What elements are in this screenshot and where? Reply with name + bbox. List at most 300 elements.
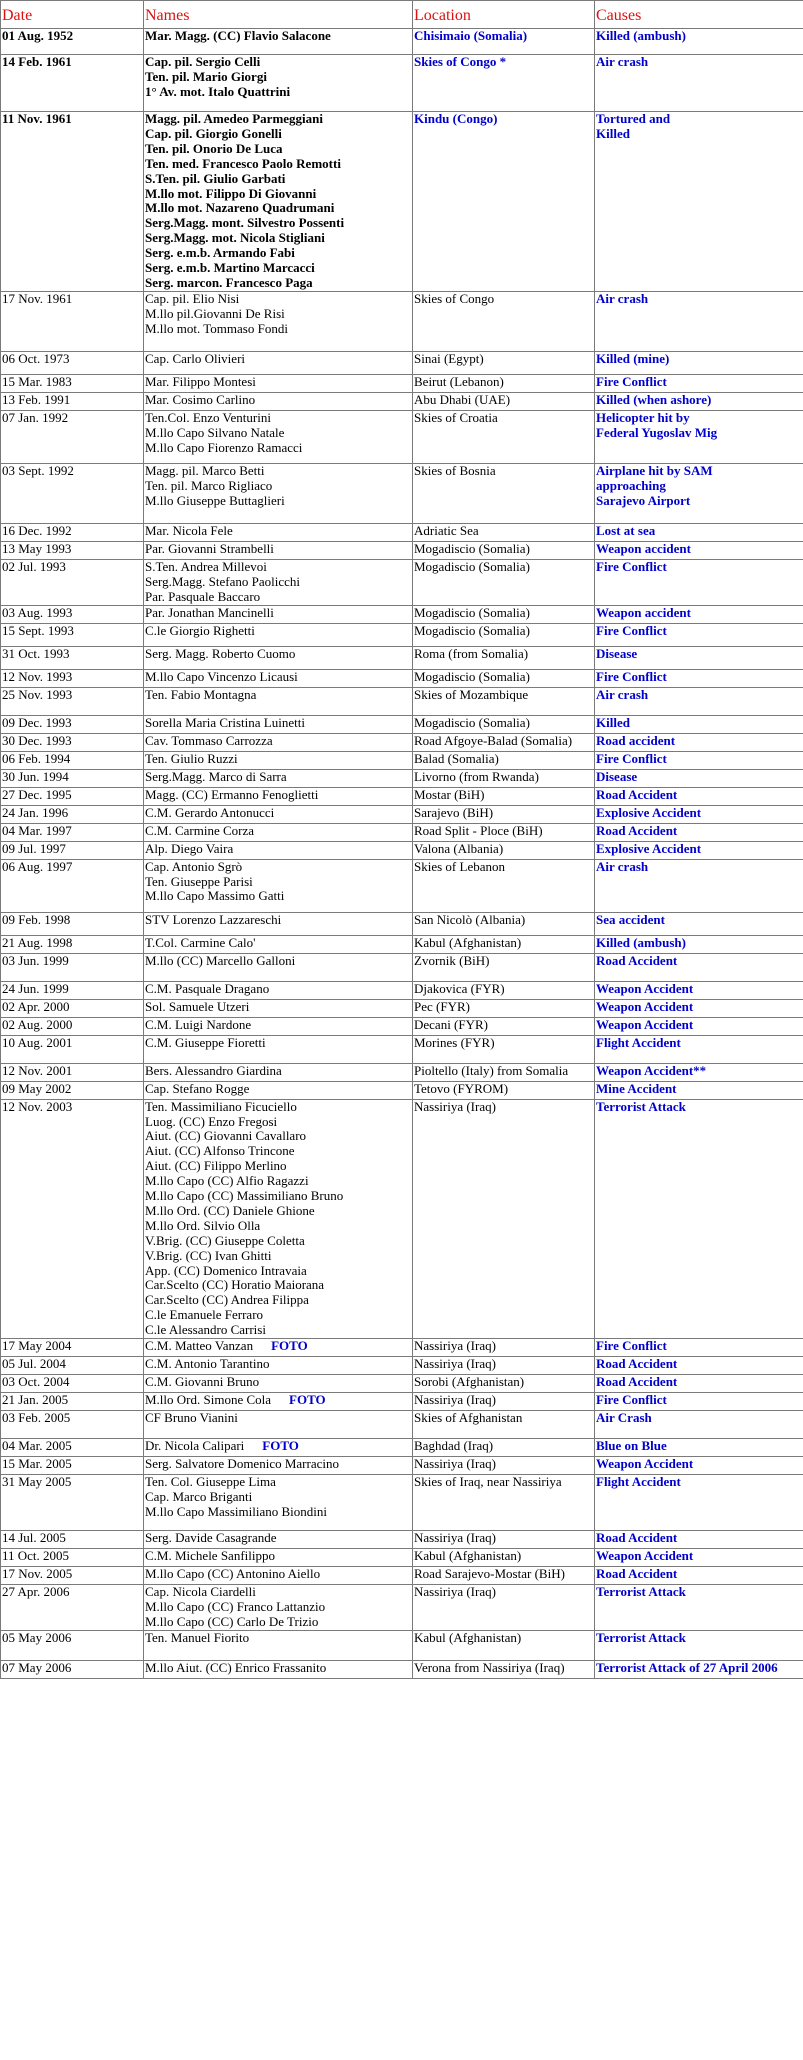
cause-text: Blue on Blue (596, 1438, 667, 1454)
cause-cell (595, 1099, 803, 1339)
name-entry: M.llo Ord. (CC) Daniele Ghione (145, 1202, 315, 1218)
date-cell: 21 Aug. 1998 (1, 935, 144, 953)
cause-cell (595, 523, 803, 541)
name-entry: Cap. Marco Briganti (145, 1489, 253, 1504)
names-cell (144, 1375, 413, 1393)
name-entry: M.llo Giuseppe Buttaglieri (145, 492, 285, 508)
name-entry: Luog. (CC) Enzo Fregosi (145, 1113, 278, 1129)
date-cell: 09 Jul. 1997 (1, 841, 144, 859)
table-body (1, 29, 803, 1679)
cause-text: Terrorist Attack (596, 1630, 686, 1645)
names-cell (144, 29, 413, 55)
cause-text: Disease (596, 646, 638, 661)
date-cell: 12 Nov. 1993 (1, 669, 144, 687)
location-cell: Kabul (Afghanistan) (413, 935, 595, 953)
location-cell: Mogadiscio (Somalia) (413, 669, 595, 687)
date-cell: 09 Dec. 1993 (1, 715, 144, 733)
name-entry: Ten. Giulio Ruzzi (145, 751, 238, 766)
table-row (1, 410, 803, 463)
cause-text: Flight Accident (596, 1474, 681, 1490)
location-cell: Nassiriya (Iraq) (413, 1099, 595, 1339)
names-cell (144, 1630, 413, 1660)
cause-text: Fire Conflict (596, 1392, 667, 1408)
cause-text: Fire Conflict (596, 669, 667, 684)
location-cell: Road Afgoye-Balad (Somalia) (413, 733, 595, 751)
name-entry: M.llo mot. Filippo Di Giovanni (145, 185, 317, 201)
location-cell: Nassiriya (Iraq) (413, 1393, 595, 1411)
names-cell (144, 859, 413, 912)
name-entry: Sorella Maria Cristina Luinetti (145, 715, 305, 730)
cause-text: Terrorist Attack of 27 April 2006 (596, 1660, 778, 1675)
date-cell: 02 Jul. 1993 (1, 559, 144, 605)
cause-cell (595, 351, 803, 374)
table-row (1, 1357, 803, 1375)
location-cell: Tetovo (FYROM) (413, 1081, 595, 1099)
names-cell (144, 1475, 413, 1531)
cause-cell (595, 912, 803, 935)
names-cell (144, 912, 413, 935)
names-cell (144, 841, 413, 859)
cause-cell (595, 1630, 803, 1660)
date-cell: 17 May 2004 (1, 1339, 144, 1357)
location-cell: Kindu (Congo) (413, 112, 595, 292)
cause-text: Federal Yugoslav Mig (596, 424, 718, 440)
name-entry: Ten. Fabio Montagna (145, 687, 257, 702)
location-cell: Nassiriya (Iraq) (413, 1585, 595, 1631)
cause-text: Weapon Accident (596, 1017, 694, 1032)
table-row (1, 1585, 803, 1631)
date-cell: 30 Dec. 1993 (1, 733, 144, 751)
table-row (1, 1099, 803, 1339)
name-entry: Serg. e.m.b. Martino Marcacci (145, 260, 315, 276)
cause-text: Air crash (596, 687, 649, 702)
date-cell: 16 Dec. 1992 (1, 523, 144, 541)
location-cell: Abu Dhabi (UAE) (413, 392, 595, 410)
location-cell: Verona from Nassiriya (Iraq) (413, 1660, 595, 1678)
name-entry (145, 1393, 412, 1408)
name-entry: Serg. marcon. Francesco Paga (145, 274, 313, 290)
location-cell: Djakovica (FYR) (413, 981, 595, 999)
cause-cell (595, 1411, 803, 1439)
table-row (1, 769, 803, 787)
cause-text: Disease (596, 769, 638, 784)
name-entry: CF Bruno Vianini (145, 1410, 238, 1426)
names-cell (144, 1339, 413, 1357)
name-text: Dr. Nicola Calipari (145, 1438, 245, 1454)
name-entry: Serg. Salvatore Domenico Marracino (145, 1456, 339, 1472)
name-entry: Cap. pil. Elio Nisi (145, 291, 240, 306)
names-cell (144, 787, 413, 805)
table-row (1, 1393, 803, 1411)
names-cell (144, 1081, 413, 1099)
table-row (1, 1375, 803, 1393)
name-entry: Cap. pil. Sergio Celli (145, 54, 261, 69)
date-cell: 15 Sept. 1993 (1, 623, 144, 646)
name-entry: S.Ten. Andrea Millevoi (145, 559, 267, 574)
cause-text: Road Accident (596, 787, 678, 802)
date-cell: 05 Jul. 2004 (1, 1357, 144, 1375)
name-entry (145, 1339, 412, 1354)
cause-cell (595, 715, 803, 733)
cause-cell (595, 669, 803, 687)
table-row (1, 605, 803, 623)
location-cell: Mogadiscio (Somalia) (413, 541, 595, 559)
table-row (1, 291, 803, 351)
cause-text: Weapon accident (596, 605, 691, 620)
name-entry: C.le Giorgio Righetti (145, 623, 255, 638)
date-cell: 14 Feb. 1961 (1, 55, 144, 112)
name-entry: Mar. Magg. (CC) Flavio Salacone (145, 28, 331, 43)
cause-cell (595, 1475, 803, 1531)
location-cell: Mogadiscio (Somalia) (413, 715, 595, 733)
location-cell: Skies of Bosnia (413, 463, 595, 523)
date-cell: 03 Jun. 1999 (1, 953, 144, 981)
name-entry: T.Col. Carmine Calo' (145, 935, 256, 950)
name-text: M.llo Ord. Simone Cola (145, 1392, 272, 1408)
name-entry: 1° Av. mot. Italo Quattrini (145, 83, 291, 99)
cause-cell (595, 823, 803, 841)
name-entry: STV Lorenzo Lazzareschi (145, 912, 282, 927)
date-cell: 03 Oct. 2004 (1, 1375, 144, 1393)
cause-text: Road Accident (596, 1356, 678, 1372)
name-entry: V.Brig. (CC) Ivan Ghitti (145, 1247, 272, 1263)
foto-link[interactable]: FOTO (262, 1438, 299, 1454)
cause-cell (595, 55, 803, 112)
cause-text: Weapon Accident (596, 981, 694, 996)
name-entry: C.M. Pasquale Dragano (145, 981, 270, 996)
column-header-names: Names (144, 1, 413, 29)
location-cell: Roma (from Somalia) (413, 646, 595, 669)
table-row (1, 559, 803, 605)
date-cell: 01 Aug. 1952 (1, 29, 144, 55)
name-entry: M.llo Capo Fiorenzo Ramacci (145, 439, 303, 455)
cause-cell (595, 1357, 803, 1375)
name-entry: M.llo Capo (CC) Carlo De Trizio (145, 1613, 319, 1629)
cause-cell (595, 605, 803, 623)
cause-text: Weapon Accident (596, 1456, 694, 1472)
date-cell: 12 Nov. 2001 (1, 1063, 144, 1081)
location-cell: Nassiriya (Iraq) (413, 1531, 595, 1549)
location-cell: Skies of Iraq, near Nassiriya (413, 1475, 595, 1531)
cause-cell (595, 1375, 803, 1393)
names-cell (144, 1567, 413, 1585)
name-entry: Serg. e.m.b. Armando Fabi (145, 245, 295, 261)
date-cell: 25 Nov. 1993 (1, 687, 144, 715)
names-cell (144, 410, 413, 463)
name-entry: C.le Alessandro Carrisi (145, 1322, 266, 1338)
name-entry: M.llo (CC) Marcello Galloni (145, 953, 296, 968)
names-cell (144, 374, 413, 392)
name-entry: Ten. Giuseppe Parisi (145, 873, 253, 889)
cause-text: Road Accident (596, 1566, 678, 1582)
cause-text: Weapon Accident (596, 999, 694, 1014)
cause-text: Road Accident (596, 953, 678, 968)
cause-cell (595, 999, 803, 1017)
cause-cell (595, 646, 803, 669)
location-cell: Sorobi (Afghanistan) (413, 1375, 595, 1393)
name-entry: Aiut. (CC) Giovanni Cavallaro (145, 1128, 307, 1144)
location-cell: Morines (FYR) (413, 1035, 595, 1063)
location-cell: Mogadiscio (Somalia) (413, 623, 595, 646)
table-row (1, 1439, 803, 1457)
location-cell: Valona (Albania) (413, 841, 595, 859)
table-row (1, 733, 803, 751)
cause-text: Fire Conflict (596, 374, 667, 389)
names-cell (144, 1035, 413, 1063)
location-cell: Sarajevo (BiH) (413, 805, 595, 823)
name-entry: Par. Jonathan Mancinelli (145, 605, 274, 620)
table-row (1, 1339, 803, 1357)
name-entry: Cav. Tommaso Carrozza (145, 733, 273, 748)
cause-text: Mine Accident (596, 1081, 677, 1096)
cause-text: Road Accident (596, 1530, 678, 1546)
date-cell: 31 Oct. 1993 (1, 646, 144, 669)
name-entry: Magg. (CC) Ermanno Fenoglietti (145, 787, 319, 802)
date-cell: 15 Mar. 2005 (1, 1457, 144, 1475)
cause-text: Killed (mine) (596, 351, 670, 366)
names-cell (144, 1393, 413, 1411)
name-entry: Ten. pil. Marco Rigliaco (145, 477, 273, 493)
name-entry: C.le Emanuele Ferraro (145, 1307, 264, 1323)
location-cell: San Nicolò (Albania) (413, 912, 595, 935)
cause-cell (595, 1439, 803, 1457)
name-entry: Ten. Manuel Fiorito (145, 1630, 250, 1645)
cause-cell (595, 733, 803, 751)
cause-cell (595, 859, 803, 912)
table-row (1, 623, 803, 646)
date-cell: 06 Feb. 1994 (1, 751, 144, 769)
date-cell: 02 Apr. 2000 (1, 999, 144, 1017)
name-entry: M.llo Capo (CC) Massimiliano Bruno (145, 1188, 344, 1204)
cause-cell (595, 1585, 803, 1631)
name-entry: Ten. pil. Mario Giorgi (145, 68, 267, 84)
names-cell (144, 605, 413, 623)
table-row (1, 1081, 803, 1099)
name-entry: Cap. pil. Giorgio Gonelli (145, 125, 282, 141)
table-row (1, 1630, 803, 1660)
names-cell (144, 981, 413, 999)
name-entry: S.Ten. pil. Giulio Garbati (145, 170, 286, 186)
name-entry: Cap. Stefano Rogge (145, 1081, 250, 1096)
name-entry: Cap. Antonio Sgrò (145, 859, 243, 874)
table-row (1, 912, 803, 935)
cause-cell (595, 1063, 803, 1081)
name-entry: Car.Scelto (CC) Andrea Filippa (145, 1292, 309, 1308)
names-cell (144, 392, 413, 410)
cause-cell (595, 1660, 803, 1678)
column-header-location: Location (413, 1, 595, 29)
table-row (1, 29, 803, 55)
cause-cell (595, 623, 803, 646)
location-cell: Road Split - Ploce (BiH) (413, 823, 595, 841)
cause-text: approaching (596, 477, 666, 493)
name-entry: Serg. Magg. Roberto Cuomo (145, 646, 296, 661)
cause-text: Fire Conflict (596, 751, 667, 766)
location-cell: Adriatic Sea (413, 523, 595, 541)
table-row (1, 1475, 803, 1531)
table-row (1, 1567, 803, 1585)
names-cell (144, 1549, 413, 1567)
name-entry: Ten. pil. Onorio De Luca (145, 140, 283, 156)
cause-cell (595, 841, 803, 859)
date-cell: 03 Aug. 1993 (1, 605, 144, 623)
foto-link[interactable]: FOTO (289, 1392, 326, 1408)
location-cell: Pec (FYR) (413, 999, 595, 1017)
name-entry: Bers. Alessandro Giardina (145, 1063, 282, 1078)
name-entry: C.M. Michele Sanfilippo (145, 1548, 275, 1564)
table-row (1, 981, 803, 999)
date-cell: 06 Oct. 1973 (1, 351, 144, 374)
cause-text: Air crash (596, 54, 649, 69)
name-entry: M.llo Capo Vincenzo Licausi (145, 669, 298, 684)
name-entry: M.llo mot. Nazareno Quadrumani (145, 200, 335, 216)
date-cell: 27 Dec. 1995 (1, 787, 144, 805)
cause-text: Flight Accident (596, 1035, 681, 1050)
cause-text: Lost at sea (596, 523, 656, 538)
name-text: C.M. Matteo Vanzan (145, 1338, 254, 1354)
names-cell (144, 55, 413, 112)
location-cell: Mogadiscio (Somalia) (413, 559, 595, 605)
table-row (1, 1063, 803, 1081)
names-cell (144, 1357, 413, 1375)
names-cell (144, 733, 413, 751)
names-cell (144, 112, 413, 292)
table-row (1, 523, 803, 541)
name-entry: C.M. Gerardo Antonucci (145, 805, 275, 820)
cause-text: Killed (when ashore) (596, 392, 712, 407)
name-entry: M.llo mot. Tommaso Fondi (145, 320, 288, 336)
cause-cell (595, 291, 803, 351)
date-cell: 11 Oct. 2005 (1, 1549, 144, 1567)
column-header-date: Date (1, 1, 144, 29)
name-entry: Serg.Magg. Stefano Paolicchi (145, 573, 301, 589)
cause-text: Air crash (596, 859, 649, 874)
table-row (1, 112, 803, 292)
location-cell: Beirut (Lebanon) (413, 374, 595, 392)
names-cell (144, 291, 413, 351)
name-entry: Ten. Massimiliano Ficuciello (145, 1099, 297, 1114)
table-row (1, 646, 803, 669)
table-row (1, 715, 803, 733)
cause-cell (595, 1549, 803, 1567)
name-entry: Mar. Cosimo Carlino (145, 392, 256, 407)
table-row (1, 463, 803, 523)
location-cell: Skies of Congo (413, 291, 595, 351)
cause-text: Road Accident (596, 1374, 678, 1390)
name-entry: Magg. pil. Amedeo Parmeggiani (145, 111, 324, 126)
cause-cell (595, 410, 803, 463)
date-cell: 24 Jan. 1996 (1, 805, 144, 823)
location-cell: Decani (FYR) (413, 1017, 595, 1035)
names-cell (144, 999, 413, 1017)
date-cell: 03 Feb. 2005 (1, 1411, 144, 1439)
location-cell: Sinai (Egypt) (413, 351, 595, 374)
date-cell: 13 Feb. 1991 (1, 392, 144, 410)
names-cell (144, 805, 413, 823)
name-entry: Ten. med. Francesco Paolo Remotti (145, 155, 341, 171)
location-cell: Mogadiscio (Somalia) (413, 605, 595, 623)
location-cell: Nassiriya (Iraq) (413, 1339, 595, 1357)
location-cell: Kabul (Afghanistan) (413, 1630, 595, 1660)
location-cell: Zvornik (BiH) (413, 953, 595, 981)
cause-cell (595, 1017, 803, 1035)
location-cell: Skies of Afghanistan (413, 1411, 595, 1439)
cause-text: Road accident (596, 733, 676, 748)
cause-text: Fire Conflict (596, 1338, 667, 1354)
names-cell (144, 953, 413, 981)
date-cell: 17 Nov. 2005 (1, 1567, 144, 1585)
name-entry: Aiut. (CC) Filippo Merlino (145, 1158, 287, 1174)
name-entry: C.M. Luigi Nardone (145, 1017, 252, 1032)
cause-text: Sea accident (596, 912, 665, 927)
name-entry: M.llo Capo Silvano Natale (145, 424, 285, 440)
cause-text: Weapon Accident** (596, 1063, 707, 1078)
name-entry: M.llo pil.Giovanni De Risi (145, 305, 285, 321)
location-cell: Baghdad (Iraq) (413, 1439, 595, 1457)
location-cell: Skies of Croatia (413, 410, 595, 463)
name-entry: Serg.Magg. mot. Nicola Stigliani (145, 230, 325, 246)
names-cell (144, 646, 413, 669)
cause-text: Fire Conflict (596, 623, 667, 638)
table-row (1, 1035, 803, 1063)
date-cell: 04 Mar. 2005 (1, 1439, 144, 1457)
name-entry: M.llo Capo (CC) Antonino Aiello (145, 1566, 321, 1582)
name-entry: Par. Pasquale Baccaro (145, 588, 261, 604)
names-cell (144, 1457, 413, 1475)
names-cell (144, 687, 413, 715)
cause-text: Killed (ambush) (596, 28, 686, 43)
names-cell (144, 1063, 413, 1081)
cause-cell (595, 769, 803, 787)
name-entry: C.M. Giovanni Bruno (145, 1374, 260, 1390)
names-cell (144, 523, 413, 541)
cause-cell (595, 541, 803, 559)
cause-text: Killed (596, 715, 630, 730)
names-cell (144, 1660, 413, 1678)
location-cell: Skies of Mozambique (413, 687, 595, 715)
cause-cell (595, 687, 803, 715)
name-entry: Cap. Carlo Olivieri (145, 351, 246, 366)
table-row (1, 392, 803, 410)
date-cell: 31 May 2005 (1, 1475, 144, 1531)
date-cell: 12 Nov. 2003 (1, 1099, 144, 1339)
name-entry: Serg.Magg. Marco di Sarra (145, 769, 287, 784)
foto-link[interactable]: FOTO (271, 1338, 308, 1354)
table-row (1, 823, 803, 841)
name-entry: Aiut. (CC) Alfonso Trincone (145, 1143, 295, 1159)
name-entry: V.Brig. (CC) Giuseppe Coletta (145, 1232, 305, 1248)
cause-cell (595, 112, 803, 292)
name-entry: C.M. Giuseppe Fioretti (145, 1035, 266, 1050)
table-row (1, 841, 803, 859)
date-cell: 14 Jul. 2005 (1, 1531, 144, 1549)
name-entry: Mar. Filippo Montesi (145, 374, 256, 389)
name-entry: App. (CC) Domenico Intravaia (145, 1262, 307, 1278)
date-cell: 09 Feb. 1998 (1, 912, 144, 935)
name-entry: M.llo Capo (CC) Franco Lattanzio (145, 1599, 326, 1614)
date-cell: 02 Aug. 2000 (1, 1017, 144, 1035)
location-cell: Pioltello (Italy) from Somalia (413, 1063, 595, 1081)
location-cell: Mostar (BiH) (413, 787, 595, 805)
date-cell: 17 Nov. 1961 (1, 291, 144, 351)
name-entry: Par. Giovanni Strambelli (145, 541, 274, 556)
name-entry: M.llo Ord. Silvio Olla (145, 1217, 261, 1233)
table-row (1, 351, 803, 374)
names-cell (144, 823, 413, 841)
date-cell: 07 Jan. 1992 (1, 410, 144, 463)
table-row (1, 787, 803, 805)
name-entry: M.llo Capo (CC) Alfio Ragazzi (145, 1173, 309, 1189)
